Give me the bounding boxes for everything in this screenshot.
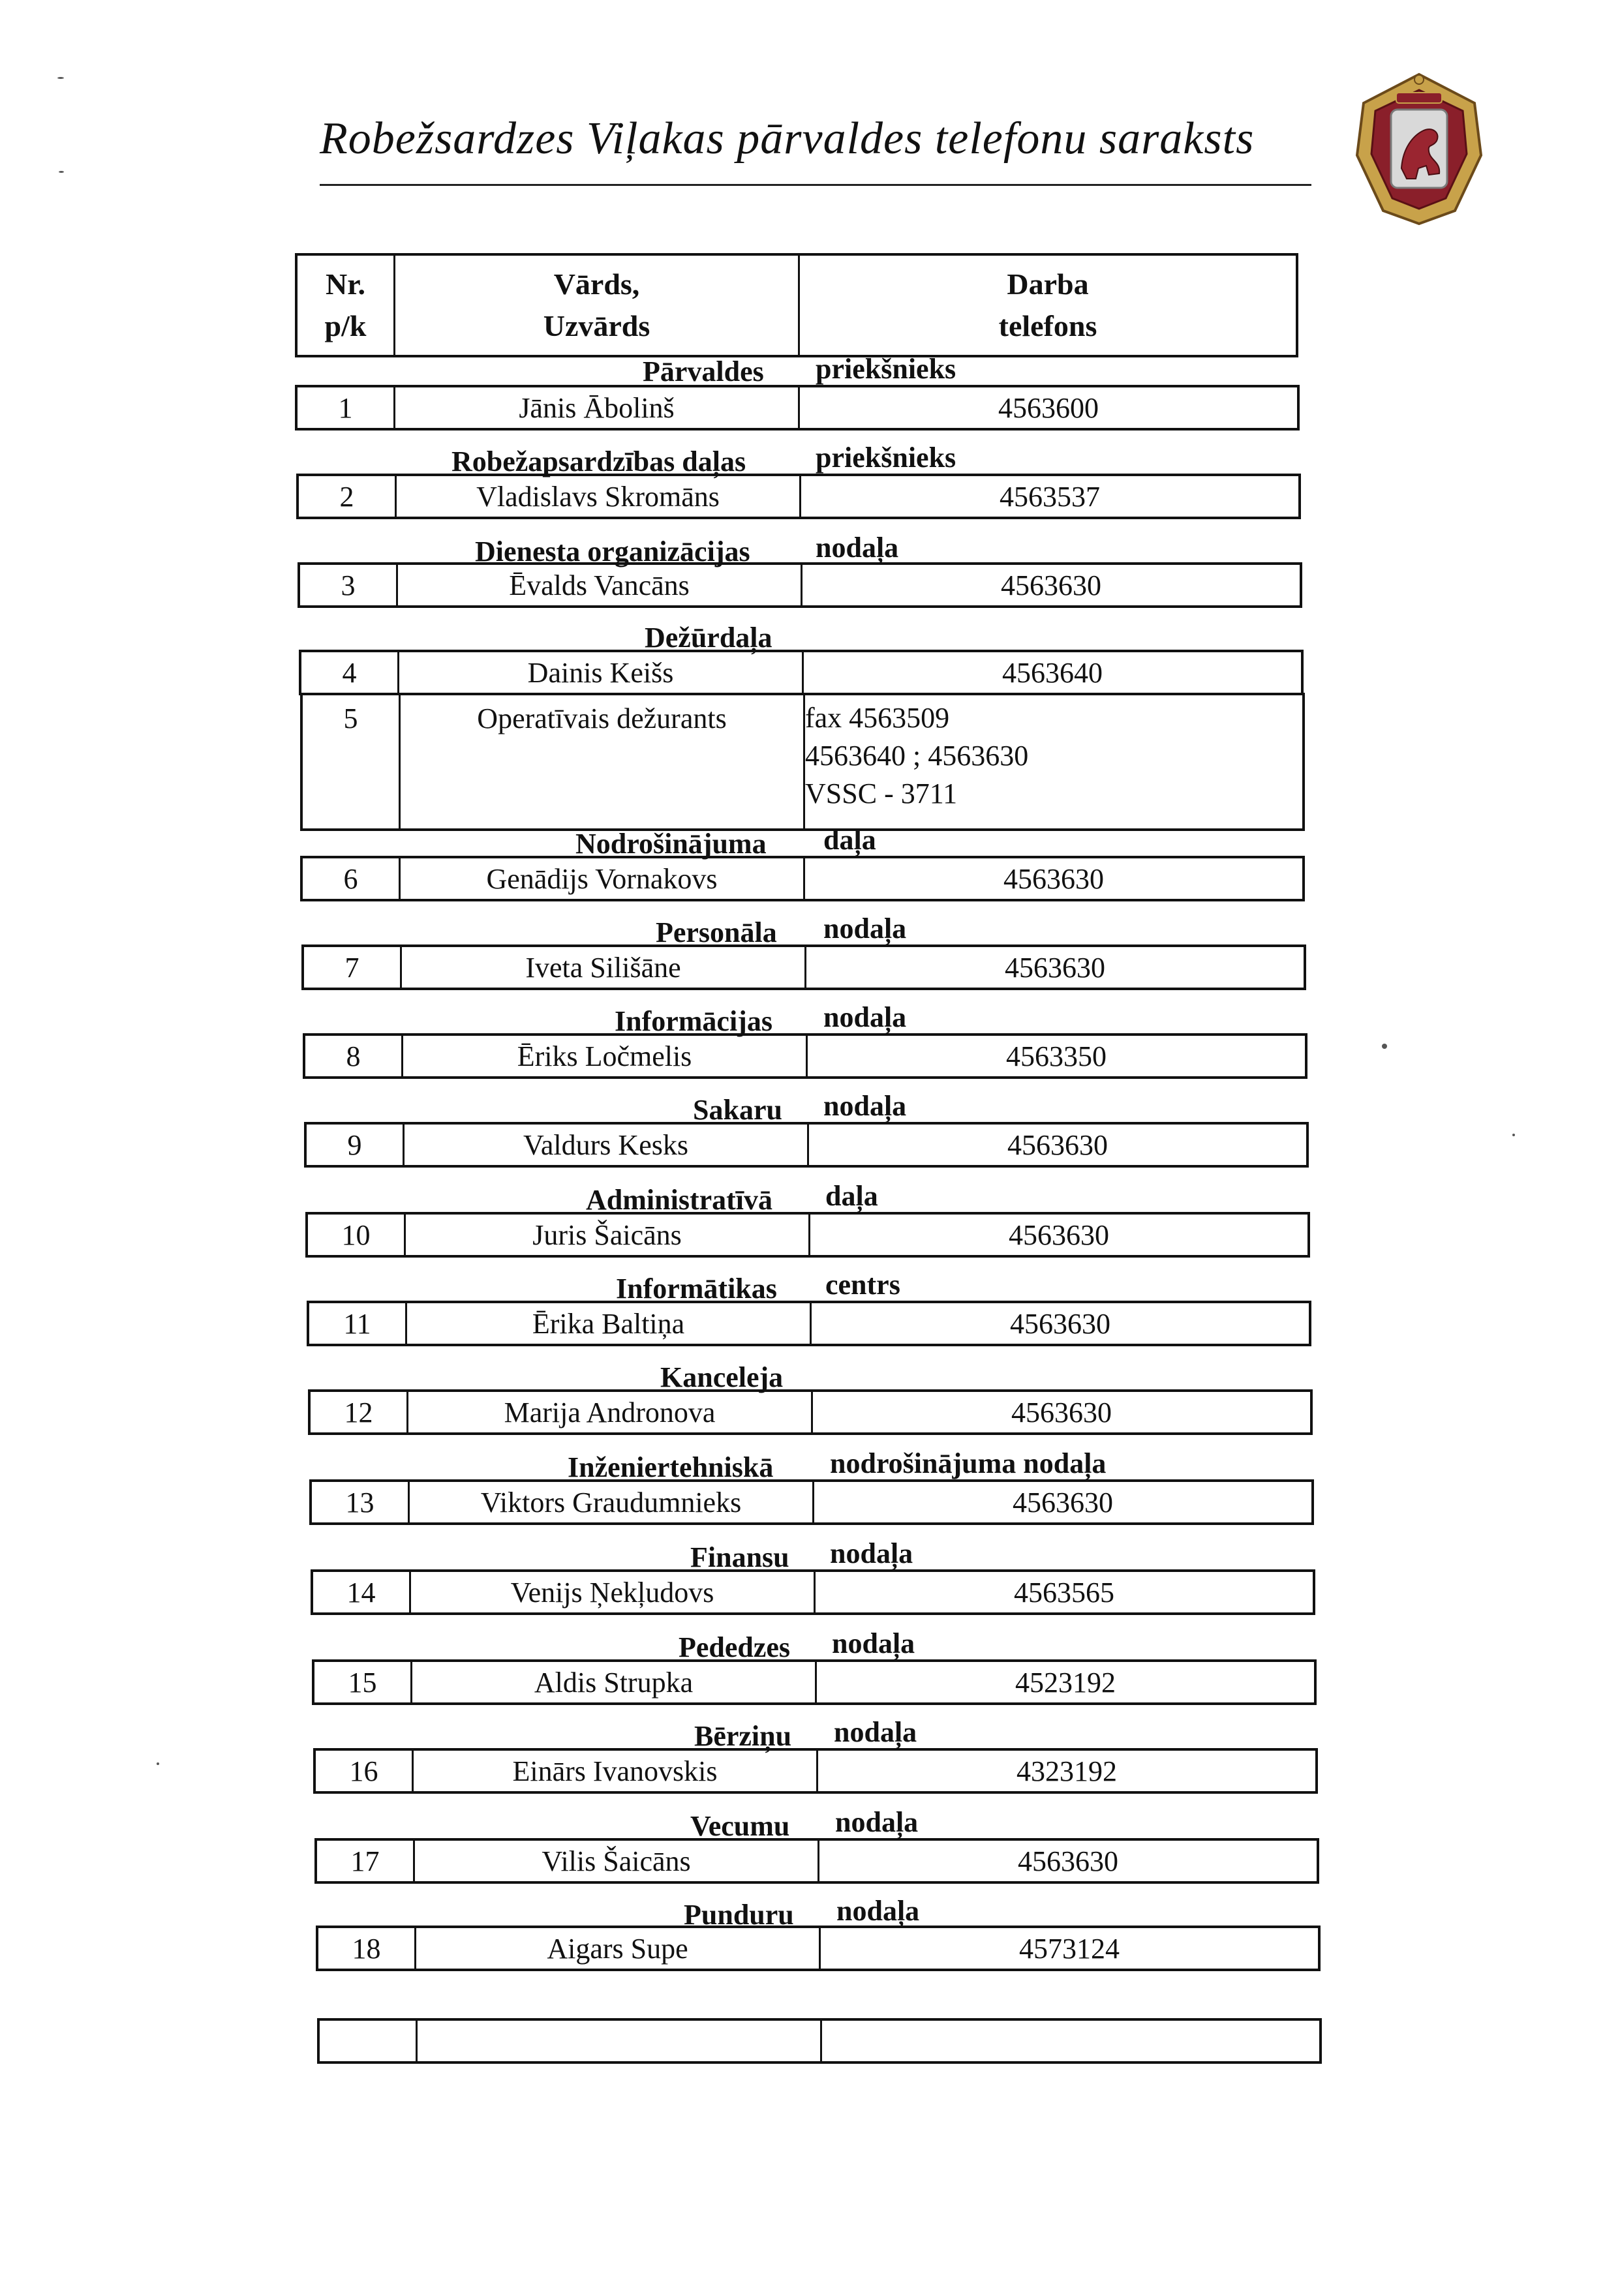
row-nr: 15	[314, 1662, 412, 1702]
row-telephone: 4563630	[1018, 1845, 1118, 1877]
row-nr: 2	[299, 476, 397, 517]
table-row	[308, 1389, 1313, 1435]
header-telephone: Darba telefons	[998, 267, 1097, 342]
section-label-a: Informācijas	[615, 1005, 772, 1037]
row-nr: 8	[305, 1036, 403, 1076]
row-nr: 17	[317, 1841, 415, 1881]
row-name: Iveta Silišāne	[402, 947, 806, 988]
table-row	[296, 474, 1301, 519]
row-telephone: 4563350	[1006, 1040, 1107, 1072]
header-nr: Nr. p/k	[298, 256, 395, 355]
section-label-a: Inženiertehniskā	[568, 1451, 774, 1483]
section-label-a: Nodrošinājuma	[575, 828, 767, 860]
table-row	[305, 1212, 1310, 1258]
row-nr: 9	[307, 1125, 405, 1165]
row-telephone: 4563630	[1009, 1218, 1109, 1251]
section-label-a: Pārvaldes	[643, 355, 764, 387]
row-telephone: 4523192	[1015, 1666, 1116, 1699]
row-name: Aldis Strupka	[412, 1662, 817, 1702]
row-nr: 13	[312, 1482, 410, 1522]
row-nr: 7	[304, 947, 402, 988]
header-name: Vārds, Uzvārds	[395, 256, 800, 355]
row-name: Einārs Ivanovskis	[414, 1751, 818, 1791]
table-row	[313, 1748, 1318, 1794]
row-telephone: 4563630	[1005, 951, 1105, 984]
section-label-b: centrs	[825, 1269, 900, 1301]
section-label-b: nodaļa	[823, 913, 907, 944]
section-label-a: Pededzes	[679, 1631, 791, 1663]
scan-speck	[59, 171, 64, 173]
section-label-b: nodaļa	[834, 1716, 917, 1748]
row-nr: 14	[313, 1572, 411, 1612]
section-label-b: nodaļa	[823, 1001, 907, 1033]
row-nr	[320, 2021, 418, 2061]
table-row	[317, 2018, 1322, 2064]
row-telephone: 4563630	[1007, 1128, 1108, 1161]
scan-speck	[57, 77, 64, 79]
row-name: Venijs Ņekļudovs	[411, 1572, 816, 1612]
table-row	[301, 944, 1306, 990]
document-title: Robežsardzes Viļakas pārvaldes telefonu saraksts	[320, 113, 1255, 164]
border-guard-emblem-icon	[1351, 70, 1488, 227]
section-label-a: Punduru	[684, 1899, 794, 1931]
scan-speck	[157, 1762, 159, 1765]
table-row	[303, 1033, 1307, 1079]
section-label-a: Bērziņu	[694, 1720, 792, 1752]
section-label-a: Finansu	[690, 1541, 789, 1573]
table-row	[295, 385, 1300, 430]
row-name: Aigars Supe	[416, 1928, 821, 1969]
table-row	[298, 562, 1302, 608]
table-row	[311, 1569, 1315, 1615]
table-header	[295, 253, 1298, 357]
section-label-b: priekšnieks	[816, 442, 956, 474]
row-telephone: 4563630	[1010, 1307, 1110, 1340]
scan-speck	[1382, 1044, 1387, 1049]
section-label-a: Personāla	[656, 916, 777, 948]
section-label-b: priekšnieks	[816, 353, 956, 385]
section-label-b: daļa	[825, 1180, 878, 1212]
row-name: Ēvalds Vancāns	[398, 565, 802, 605]
row-telephone: 4563600	[998, 391, 1099, 424]
section-label-b: nodaļa	[823, 1090, 907, 1122]
section-label-b: daļa	[823, 824, 876, 856]
title-underline	[320, 184, 1311, 186]
section-label-b: nodaļa	[836, 1895, 920, 1927]
row-name: Juris Šaicāns	[406, 1215, 810, 1255]
row-telephone	[822, 2021, 1319, 2061]
section-label-b: nodaļa	[835, 1806, 919, 1838]
table-row	[314, 1838, 1319, 1884]
row-name: Dainis Keišs	[399, 652, 804, 693]
row-name: Viktors Graudumnieks	[410, 1482, 814, 1522]
row-telephone: 4563630	[1003, 862, 1104, 895]
row-telephone: 4563537	[1000, 480, 1100, 513]
row-nr: 10	[308, 1215, 406, 1255]
section-label-a: Robežapsardzības daļas	[451, 446, 746, 477]
section-label-b: nodaļa	[816, 532, 899, 564]
row-name: Valdurs Kesks	[405, 1125, 809, 1165]
section-label-a: Dežūrdaļa	[645, 622, 772, 654]
section-label-a: Vecumu	[690, 1810, 790, 1842]
section-label-a: Sakaru	[693, 1094, 782, 1126]
row-telephone: 4323192	[1016, 1755, 1117, 1787]
table-row	[299, 650, 1304, 695]
row-telephone: fax 4563509 4563640 ; 4563630 VSSC - 3711	[805, 702, 1029, 809]
row-nr: 3	[300, 565, 398, 605]
table-row	[304, 1122, 1309, 1168]
row-telephone: 4563640	[1002, 656, 1103, 689]
table-row	[312, 1659, 1317, 1705]
table-row	[309, 1479, 1314, 1525]
section-label-a: Informātikas	[616, 1273, 777, 1305]
row-telephone: 4563630	[1011, 1396, 1112, 1428]
section-label-b: nodaļa	[832, 1627, 915, 1659]
row-name: Vilis Šaicāns	[415, 1841, 819, 1881]
row-nr: 5	[303, 695, 401, 828]
row-nr: 11	[309, 1303, 407, 1344]
row-telephone: 4563630	[1001, 569, 1101, 601]
section-label-b: nodaļa	[830, 1537, 913, 1569]
row-name: Operatīvais dežurants	[401, 695, 805, 828]
section-label-a: Dienesta organizācijas	[475, 536, 750, 567]
section-label-a: Administratīvā	[586, 1184, 772, 1216]
row-name: Vladislavs Skromāns	[397, 476, 801, 517]
row-nr: 18	[318, 1928, 416, 1969]
row-name: Marija Andronova	[408, 1392, 813, 1432]
table-row	[316, 1926, 1321, 1971]
scan-speck	[1512, 1134, 1515, 1136]
row-telephone: 4563630	[1013, 1486, 1113, 1518]
row-nr: 6	[303, 858, 401, 899]
table-row	[307, 1301, 1311, 1346]
row-telephone: 4563565	[1014, 1576, 1114, 1609]
table-row	[300, 856, 1305, 901]
row-nr: 4	[301, 652, 399, 693]
row-name: Ērika Baltiņa	[407, 1303, 812, 1344]
section-label-a: Kanceleja	[660, 1361, 784, 1393]
row-name: Ēriks Ločmelis	[403, 1036, 808, 1076]
row-name: Genādijs Vornakovs	[401, 858, 805, 899]
row-name	[418, 2021, 822, 2061]
row-telephone: 4573124	[1019, 1932, 1120, 1965]
table-row	[300, 693, 1305, 831]
row-nr: 12	[311, 1392, 408, 1432]
row-name: Jānis Ābolinš	[395, 387, 800, 428]
section-label-b: nodrošinājuma nodaļa	[830, 1447, 1107, 1479]
row-nr: 16	[316, 1751, 414, 1791]
row-nr: 1	[298, 387, 395, 428]
